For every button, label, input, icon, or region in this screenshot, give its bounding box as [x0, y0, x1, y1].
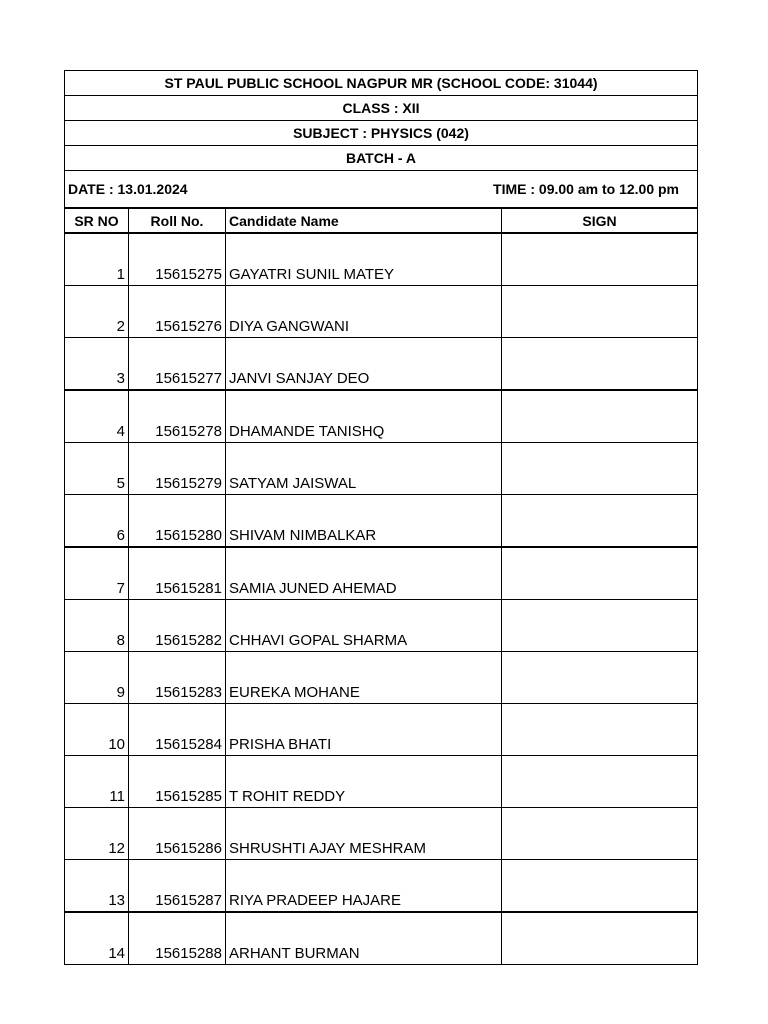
table-row — [65, 860, 698, 913]
column-header-row — [65, 208, 698, 233]
sr-no-cell: 1 — [65, 233, 129, 286]
batch-label: BATCH - A — [65, 146, 698, 171]
column-header-sign: SIGN — [502, 208, 698, 233]
candidate-name-cell: T ROHIT REDDY — [226, 756, 502, 808]
subject-label: SUBJECT : PHYSICS (042) — [65, 121, 698, 146]
sr-no-cell: 12 — [65, 808, 129, 860]
table-row — [65, 443, 698, 495]
date-time-row — [65, 171, 698, 209]
roll-no-cell: 15615285 — [129, 756, 226, 808]
roll-no-cell: 15615284 — [129, 704, 226, 756]
sign-cell — [502, 390, 698, 443]
sr-no-cell: 8 — [65, 600, 129, 652]
table-row — [65, 495, 698, 548]
roll-no-cell: 15615279 — [129, 443, 226, 495]
table-row — [65, 912, 698, 965]
sr-no-cell: 13 — [65, 860, 129, 913]
candidate-name-cell: PRISHA BHATI — [226, 704, 502, 756]
subject-row — [65, 121, 698, 146]
sr-no-cell: 9 — [65, 652, 129, 704]
sr-no-cell: 7 — [65, 547, 129, 600]
sign-cell — [502, 338, 698, 391]
candidate-name-cell: DHAMANDE TANISHQ — [226, 390, 502, 443]
table-row — [65, 756, 698, 808]
sign-cell — [502, 860, 698, 913]
table-row — [65, 233, 698, 286]
batch-row — [65, 146, 698, 171]
roll-no-cell: 15615287 — [129, 860, 226, 913]
sr-no-cell: 14 — [65, 912, 129, 965]
table-row — [65, 704, 698, 756]
sr-no-cell: 11 — [65, 756, 129, 808]
table-row — [65, 652, 698, 704]
table-row — [65, 338, 698, 391]
candidate-name-cell: JANVI SANJAY DEO — [226, 338, 502, 391]
exam-time: TIME : 09.00 am to 12.00 pm — [226, 171, 698, 209]
candidate-name-cell: CHHAVI GOPAL SHARMA — [226, 600, 502, 652]
school-title: ST PAUL PUBLIC SCHOOL NAGPUR MR (SCHOOL CODE: 31044) — [65, 71, 698, 96]
table-row — [65, 286, 698, 338]
school-title-row — [65, 71, 698, 96]
exam-date: DATE : 13.01.2024 — [65, 171, 226, 209]
roll-no-cell: 15615275 — [129, 233, 226, 286]
sr-no-cell: 5 — [65, 443, 129, 495]
column-header-roll-no: Roll No. — [129, 208, 226, 233]
roll-no-cell: 15615281 — [129, 547, 226, 600]
candidate-name-cell: SHIVAM NIMBALKAR — [226, 495, 502, 548]
sign-cell — [502, 652, 698, 704]
roll-no-cell: 15615283 — [129, 652, 226, 704]
table-row — [65, 547, 698, 600]
candidate-name-cell: GAYATRI SUNIL MATEY — [226, 233, 502, 286]
table-row — [65, 600, 698, 652]
class-row — [65, 96, 698, 121]
table-row — [65, 808, 698, 860]
sign-cell — [502, 233, 698, 286]
table-row — [65, 390, 698, 443]
sr-no-cell: 2 — [65, 286, 129, 338]
roll-no-cell: 15615286 — [129, 808, 226, 860]
sr-no-cell: 10 — [65, 704, 129, 756]
sr-no-cell: 3 — [65, 338, 129, 391]
sign-cell — [502, 286, 698, 338]
column-header-candidate-name: Candidate Name — [226, 208, 502, 233]
sign-cell — [502, 912, 698, 965]
sign-cell — [502, 443, 698, 495]
candidate-name-cell: SHRUSHTI AJAY MESHRAM — [226, 808, 502, 860]
candidate-name-cell: RIYA PRADEEP HAJARE — [226, 860, 502, 913]
sign-cell — [502, 808, 698, 860]
class-label: CLASS : XII — [65, 96, 698, 121]
candidate-name-cell: EUREKA MOHANE — [226, 652, 502, 704]
sign-cell — [502, 495, 698, 548]
candidate-name-cell: SAMIA JUNED AHEMAD — [226, 547, 502, 600]
attendance-sheet — [64, 70, 698, 965]
sr-no-cell: 6 — [65, 495, 129, 548]
candidate-name-cell: ARHANT BURMAN — [226, 912, 502, 965]
roll-no-cell: 15615276 — [129, 286, 226, 338]
sr-no-cell: 4 — [65, 390, 129, 443]
roll-no-cell: 15615288 — [129, 912, 226, 965]
candidate-name-cell: DIYA GANGWANI — [226, 286, 502, 338]
sign-cell — [502, 600, 698, 652]
sign-cell — [502, 756, 698, 808]
roll-no-cell: 15615278 — [129, 390, 226, 443]
roll-no-cell: 15615277 — [129, 338, 226, 391]
candidate-name-cell: SATYAM JAISWAL — [226, 443, 502, 495]
roll-no-cell: 15615282 — [129, 600, 226, 652]
column-header-sr-no: SR NO — [65, 208, 129, 233]
sign-cell — [502, 704, 698, 756]
sign-cell — [502, 547, 698, 600]
roll-no-cell: 15615280 — [129, 495, 226, 548]
